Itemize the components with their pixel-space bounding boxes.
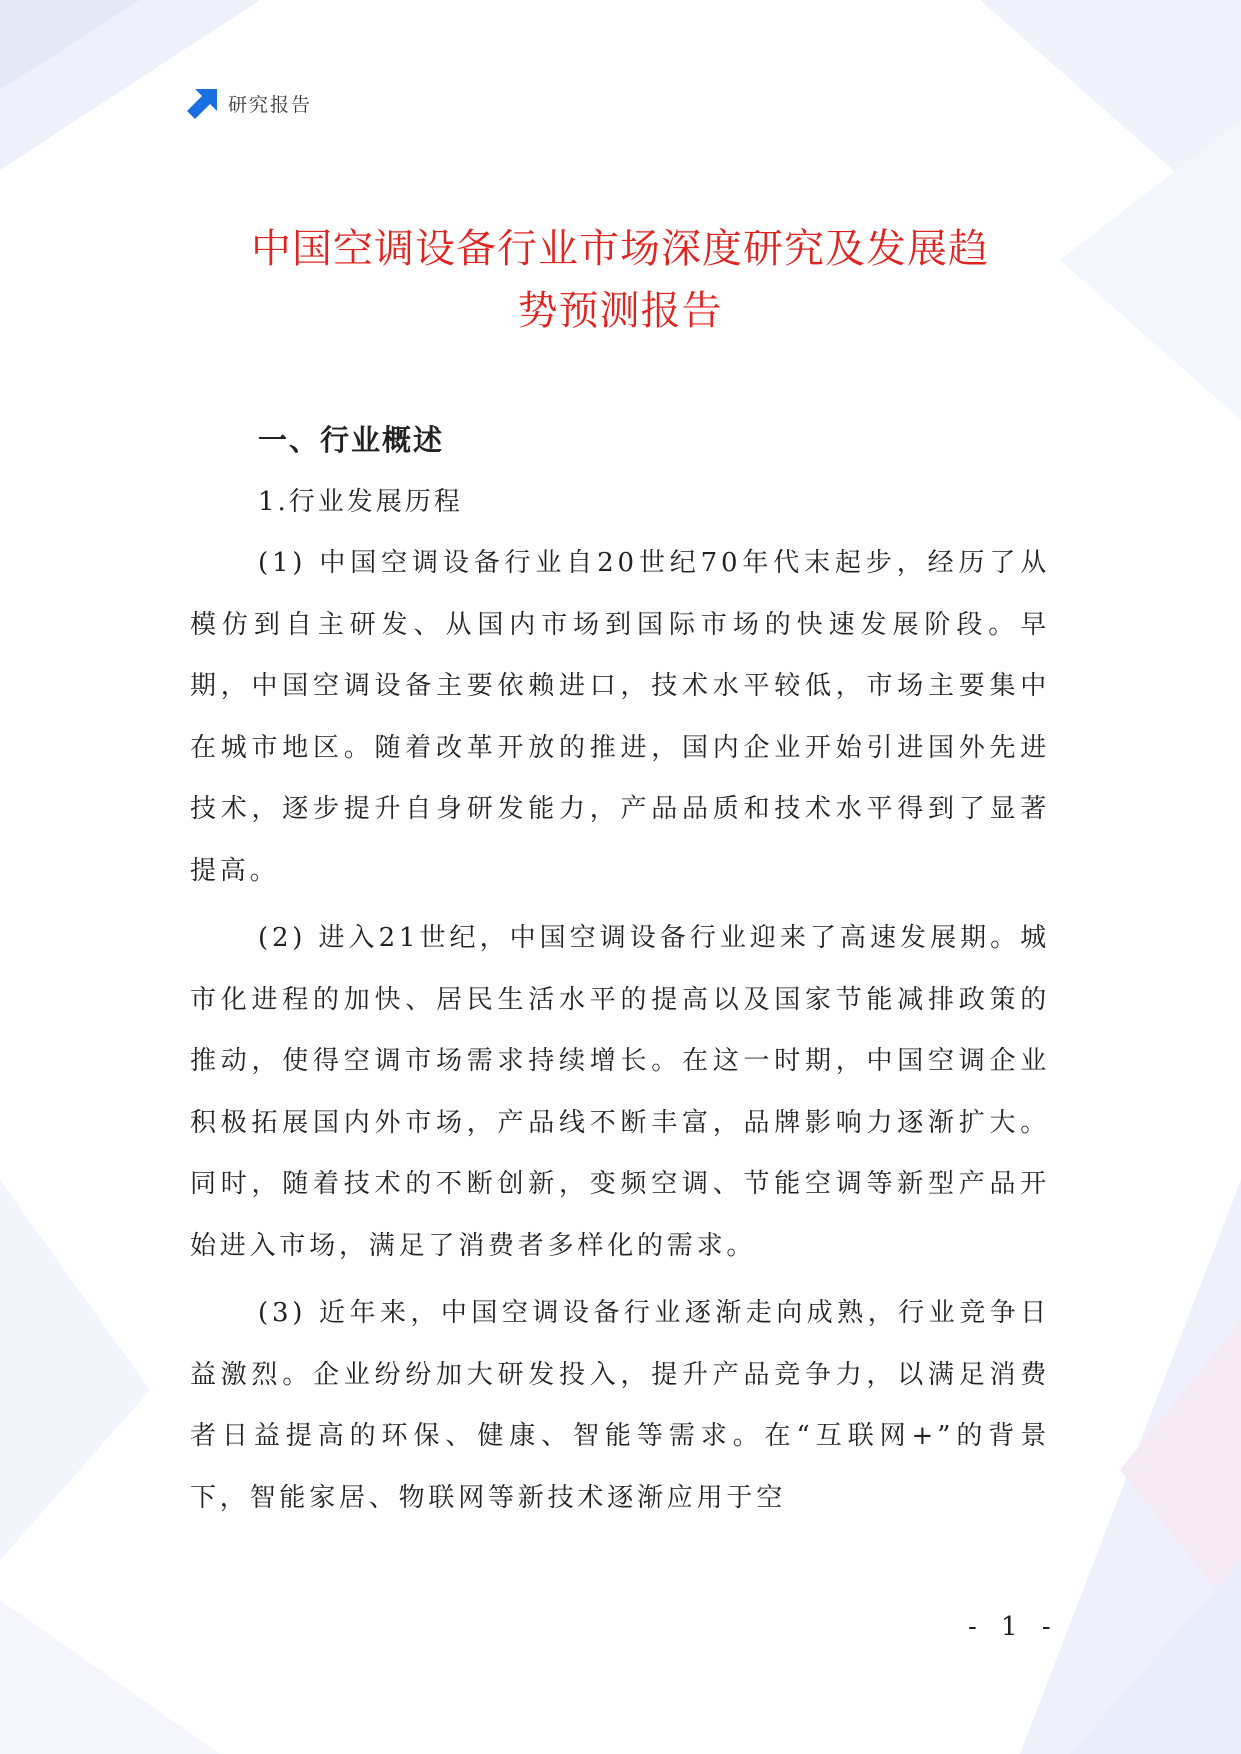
section-heading: 一、行业概述	[258, 423, 445, 457]
document-body	[190, 415, 1050, 1529]
report-header	[186, 86, 312, 120]
paragraph-1: (1) 中国空调设备行业自20世纪70年代末起步，经历了从模仿到自主研发、从国内市场到国际市场的快速发展阶段。早期，中国空调设备主要依赖进口，技术水平较低，市场主要集中在城市地区。随着改革开放的推进，国内企业开始引进国外先进技术，逐步提升自身研发能力，产品品质和技术水平得到了显著提高。	[190, 548, 1050, 886]
header-label: 研究报告	[228, 93, 313, 116]
title-line-2: 势预测报告	[517, 288, 723, 334]
arrow-up-right-icon	[186, 86, 220, 120]
paragraph-3: (3) 近年来，中国空调设备行业逐渐走向成熟，行业竞争日益激烈。企业纷纷加大研发投入，提升产品竞争力，以满足消费者日益提高的环保、健康、智能等需求。在“互联网+”的背景下，智能家居、物联网等新技术逐渐应用于空	[190, 1298, 1050, 1513]
title-line-1: 中国空调设备行业市场深度研究及发展趋	[251, 226, 989, 272]
page-title	[120, 218, 1120, 342]
subsection-heading: 1.行业发展历程	[258, 487, 463, 517]
page-number: - 1 -	[968, 1612, 1059, 1642]
paragraph-2: (2) 进入21世纪，中国空调设备行业迎来了高速发展期。城市化进程的加快、居民生活水平的提高以及国家节能减排政策的推动，使得空调市场需求持续增长。在这一时期，中国空调企业积极拓展国内外市场，产品线不断丰富，品牌影响力逐渐扩大。同时，随着技术的不断创新，变频空调、节能空调等新型产品开始进入市场，满足了消费者多样化的需求。	[190, 923, 1050, 1261]
